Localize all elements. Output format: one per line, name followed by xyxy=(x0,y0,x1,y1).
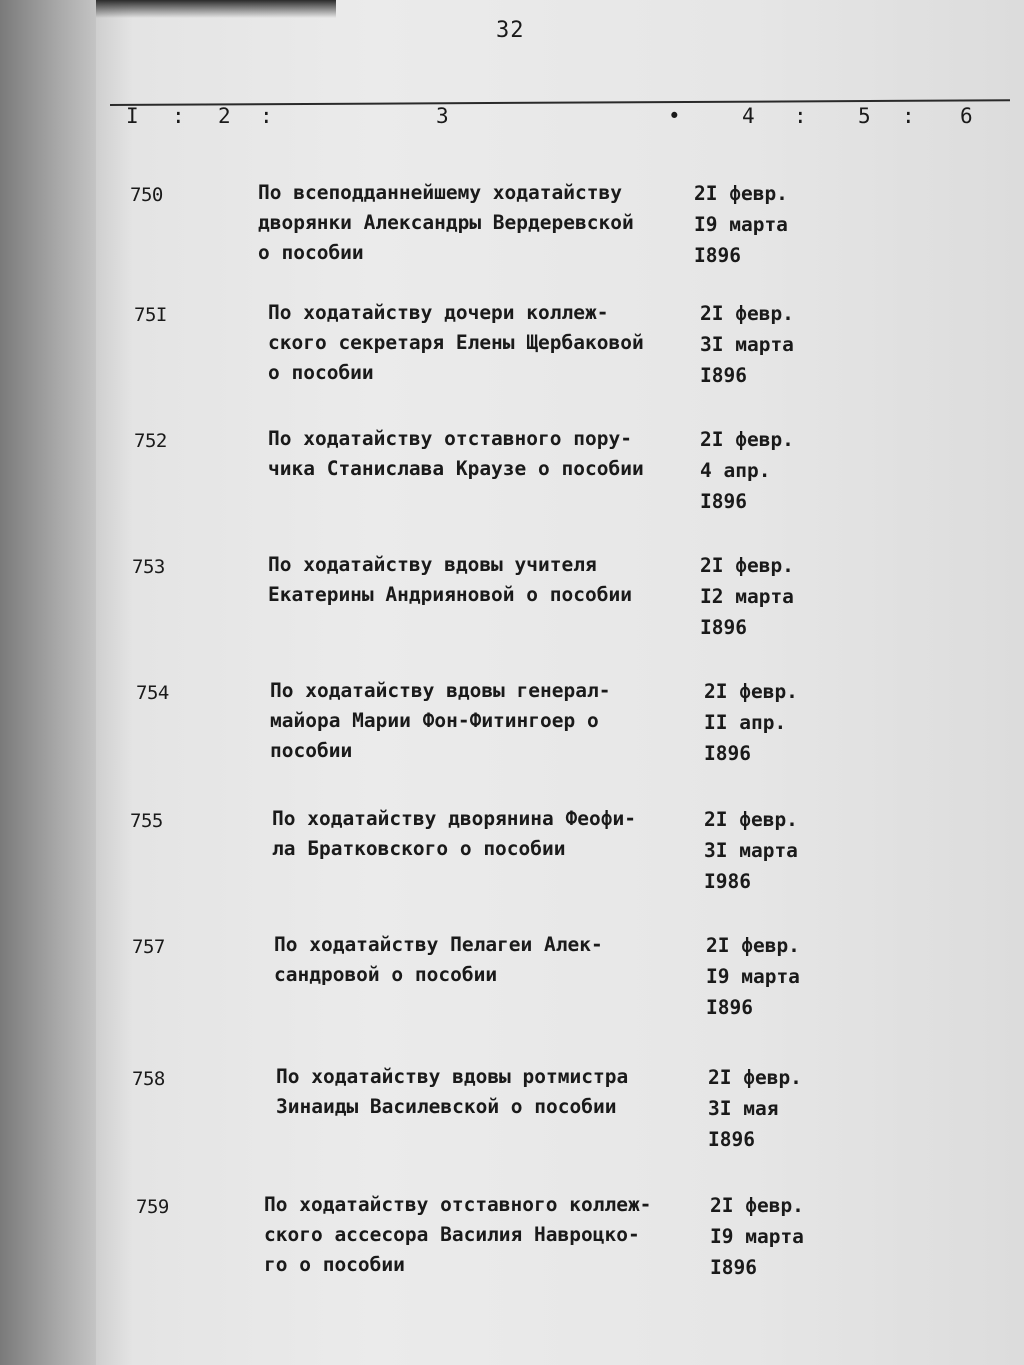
date-year: I896 xyxy=(694,244,741,267)
date-start: 2I февр. xyxy=(704,680,798,703)
table-row xyxy=(96,178,1024,298)
header-rule xyxy=(110,99,1010,106)
entry-title xyxy=(258,178,634,268)
title-line: майора Марии Фон-Фитингоер о xyxy=(270,709,599,732)
entry-number: 755 xyxy=(130,810,163,832)
entry-dates xyxy=(700,298,794,391)
entry-dates xyxy=(694,178,788,271)
date-end: 3I марта xyxy=(700,333,794,356)
title-line: По ходатайству вдовы ротмистра xyxy=(276,1065,629,1088)
date-end: I9 марта xyxy=(706,965,800,988)
entry-number: 754 xyxy=(136,682,169,704)
date-end: I9 марта xyxy=(694,213,788,236)
book-spine-shadow xyxy=(0,0,96,1365)
column-header-3: 3 xyxy=(436,104,449,128)
date-start: 2I февр. xyxy=(708,1066,802,1089)
date-start: 2I февр. xyxy=(706,934,800,957)
entry-number: 752 xyxy=(134,430,167,452)
column-separator: : xyxy=(172,104,185,128)
entry-dates xyxy=(704,804,798,897)
date-start: 2I февр. xyxy=(700,428,794,451)
column-separator: : xyxy=(902,104,915,128)
table-row xyxy=(96,424,1024,544)
title-line: ла Братковского о пособии xyxy=(272,837,566,860)
date-start: 2I февр. xyxy=(694,182,788,205)
entry-dates xyxy=(704,676,798,769)
entry-dates xyxy=(710,1190,804,1283)
entry-title xyxy=(276,1062,628,1122)
date-end: 4 апр. xyxy=(700,459,771,482)
entry-number: 75I xyxy=(134,304,167,326)
document-page xyxy=(96,0,1024,1365)
page-number: 32 xyxy=(496,18,525,43)
entry-number: 757 xyxy=(132,936,165,958)
entry-dates xyxy=(700,424,794,517)
title-line: сандровой о пособии xyxy=(274,963,498,986)
column-header-4: 4 xyxy=(742,104,755,128)
title-line: По ходатайству Пелагеи Алек- xyxy=(274,933,603,956)
title-line: По ходатайству отставного пору- xyxy=(268,427,632,450)
title-line: о пособии xyxy=(268,361,374,384)
date-start: 2I февр. xyxy=(710,1194,804,1217)
column-header-6: 6 xyxy=(960,104,973,128)
entry-number: 750 xyxy=(130,184,163,206)
title-line: ского секретаря Елены Щербаковой xyxy=(268,331,644,354)
title-line: Зинаиды Василевской о пособии xyxy=(276,1095,617,1118)
entry-dates xyxy=(708,1062,802,1155)
entry-dates xyxy=(700,550,794,643)
date-year: I896 xyxy=(704,742,751,765)
table-row xyxy=(96,676,1024,796)
title-line: дворянки Александры Вердеревской xyxy=(258,211,634,234)
column-separator: • xyxy=(668,104,681,128)
title-line: По ходатайству дворянина Феофи- xyxy=(272,807,636,830)
date-start: 2I февр. xyxy=(700,302,794,325)
table-row xyxy=(96,1190,1024,1310)
column-header-2: 2 xyxy=(218,104,231,128)
title-line: го о пособии xyxy=(264,1253,405,1276)
table-row xyxy=(96,804,1024,924)
date-end: I2 марта xyxy=(700,585,794,608)
entry-title xyxy=(268,298,644,388)
top-edge-shadow xyxy=(96,0,336,18)
title-line: ского ассесора Василия Навроцко- xyxy=(264,1223,640,1246)
entry-number: 758 xyxy=(132,1068,165,1090)
entry-title xyxy=(272,804,636,864)
title-line: По ходатайству вдовы генерал- xyxy=(270,679,611,702)
date-year: I896 xyxy=(708,1128,755,1151)
date-year: I896 xyxy=(700,364,747,387)
title-line: Екатерины Андрияновой о пособии xyxy=(268,583,632,606)
date-start: 2I февр. xyxy=(700,554,794,577)
title-line: пособии xyxy=(270,739,353,762)
title-line: По ходатайству дочери коллеж- xyxy=(268,301,609,324)
date-year: I896 xyxy=(700,490,747,513)
column-separator: : xyxy=(794,104,807,128)
title-line: По ходатайству вдовы учителя xyxy=(268,553,597,576)
entry-number: 759 xyxy=(136,1196,169,1218)
table-row xyxy=(96,930,1024,1050)
column-header-1: I xyxy=(126,104,139,128)
date-end: 3I марта xyxy=(704,839,798,862)
title-line: о пособии xyxy=(258,241,364,264)
table-row xyxy=(96,298,1024,418)
date-year: I986 xyxy=(704,870,751,893)
entry-title xyxy=(268,424,644,484)
column-separator: : xyxy=(260,104,273,128)
entry-dates xyxy=(706,930,800,1023)
entry-title xyxy=(268,550,632,610)
entry-title xyxy=(274,930,603,990)
title-line: По всеподданнейшему ходатайству xyxy=(258,181,622,204)
date-year: I896 xyxy=(706,996,753,1019)
title-line: По ходатайству отставного коллеж- xyxy=(264,1193,652,1216)
entry-title xyxy=(270,676,610,766)
title-line: чика Станислава Краузе о пособии xyxy=(268,457,644,480)
entry-title xyxy=(264,1190,651,1280)
date-start: 2I февр. xyxy=(704,808,798,831)
table-row xyxy=(96,1062,1024,1182)
date-year: I896 xyxy=(710,1256,757,1279)
date-end: I9 марта xyxy=(710,1225,804,1248)
date-year: I896 xyxy=(700,616,747,639)
date-end: 3I мая xyxy=(708,1097,779,1120)
column-header-5: 5 xyxy=(858,104,871,128)
table-row xyxy=(96,550,1024,670)
entry-number: 753 xyxy=(132,556,165,578)
date-end: II апр. xyxy=(704,711,787,734)
